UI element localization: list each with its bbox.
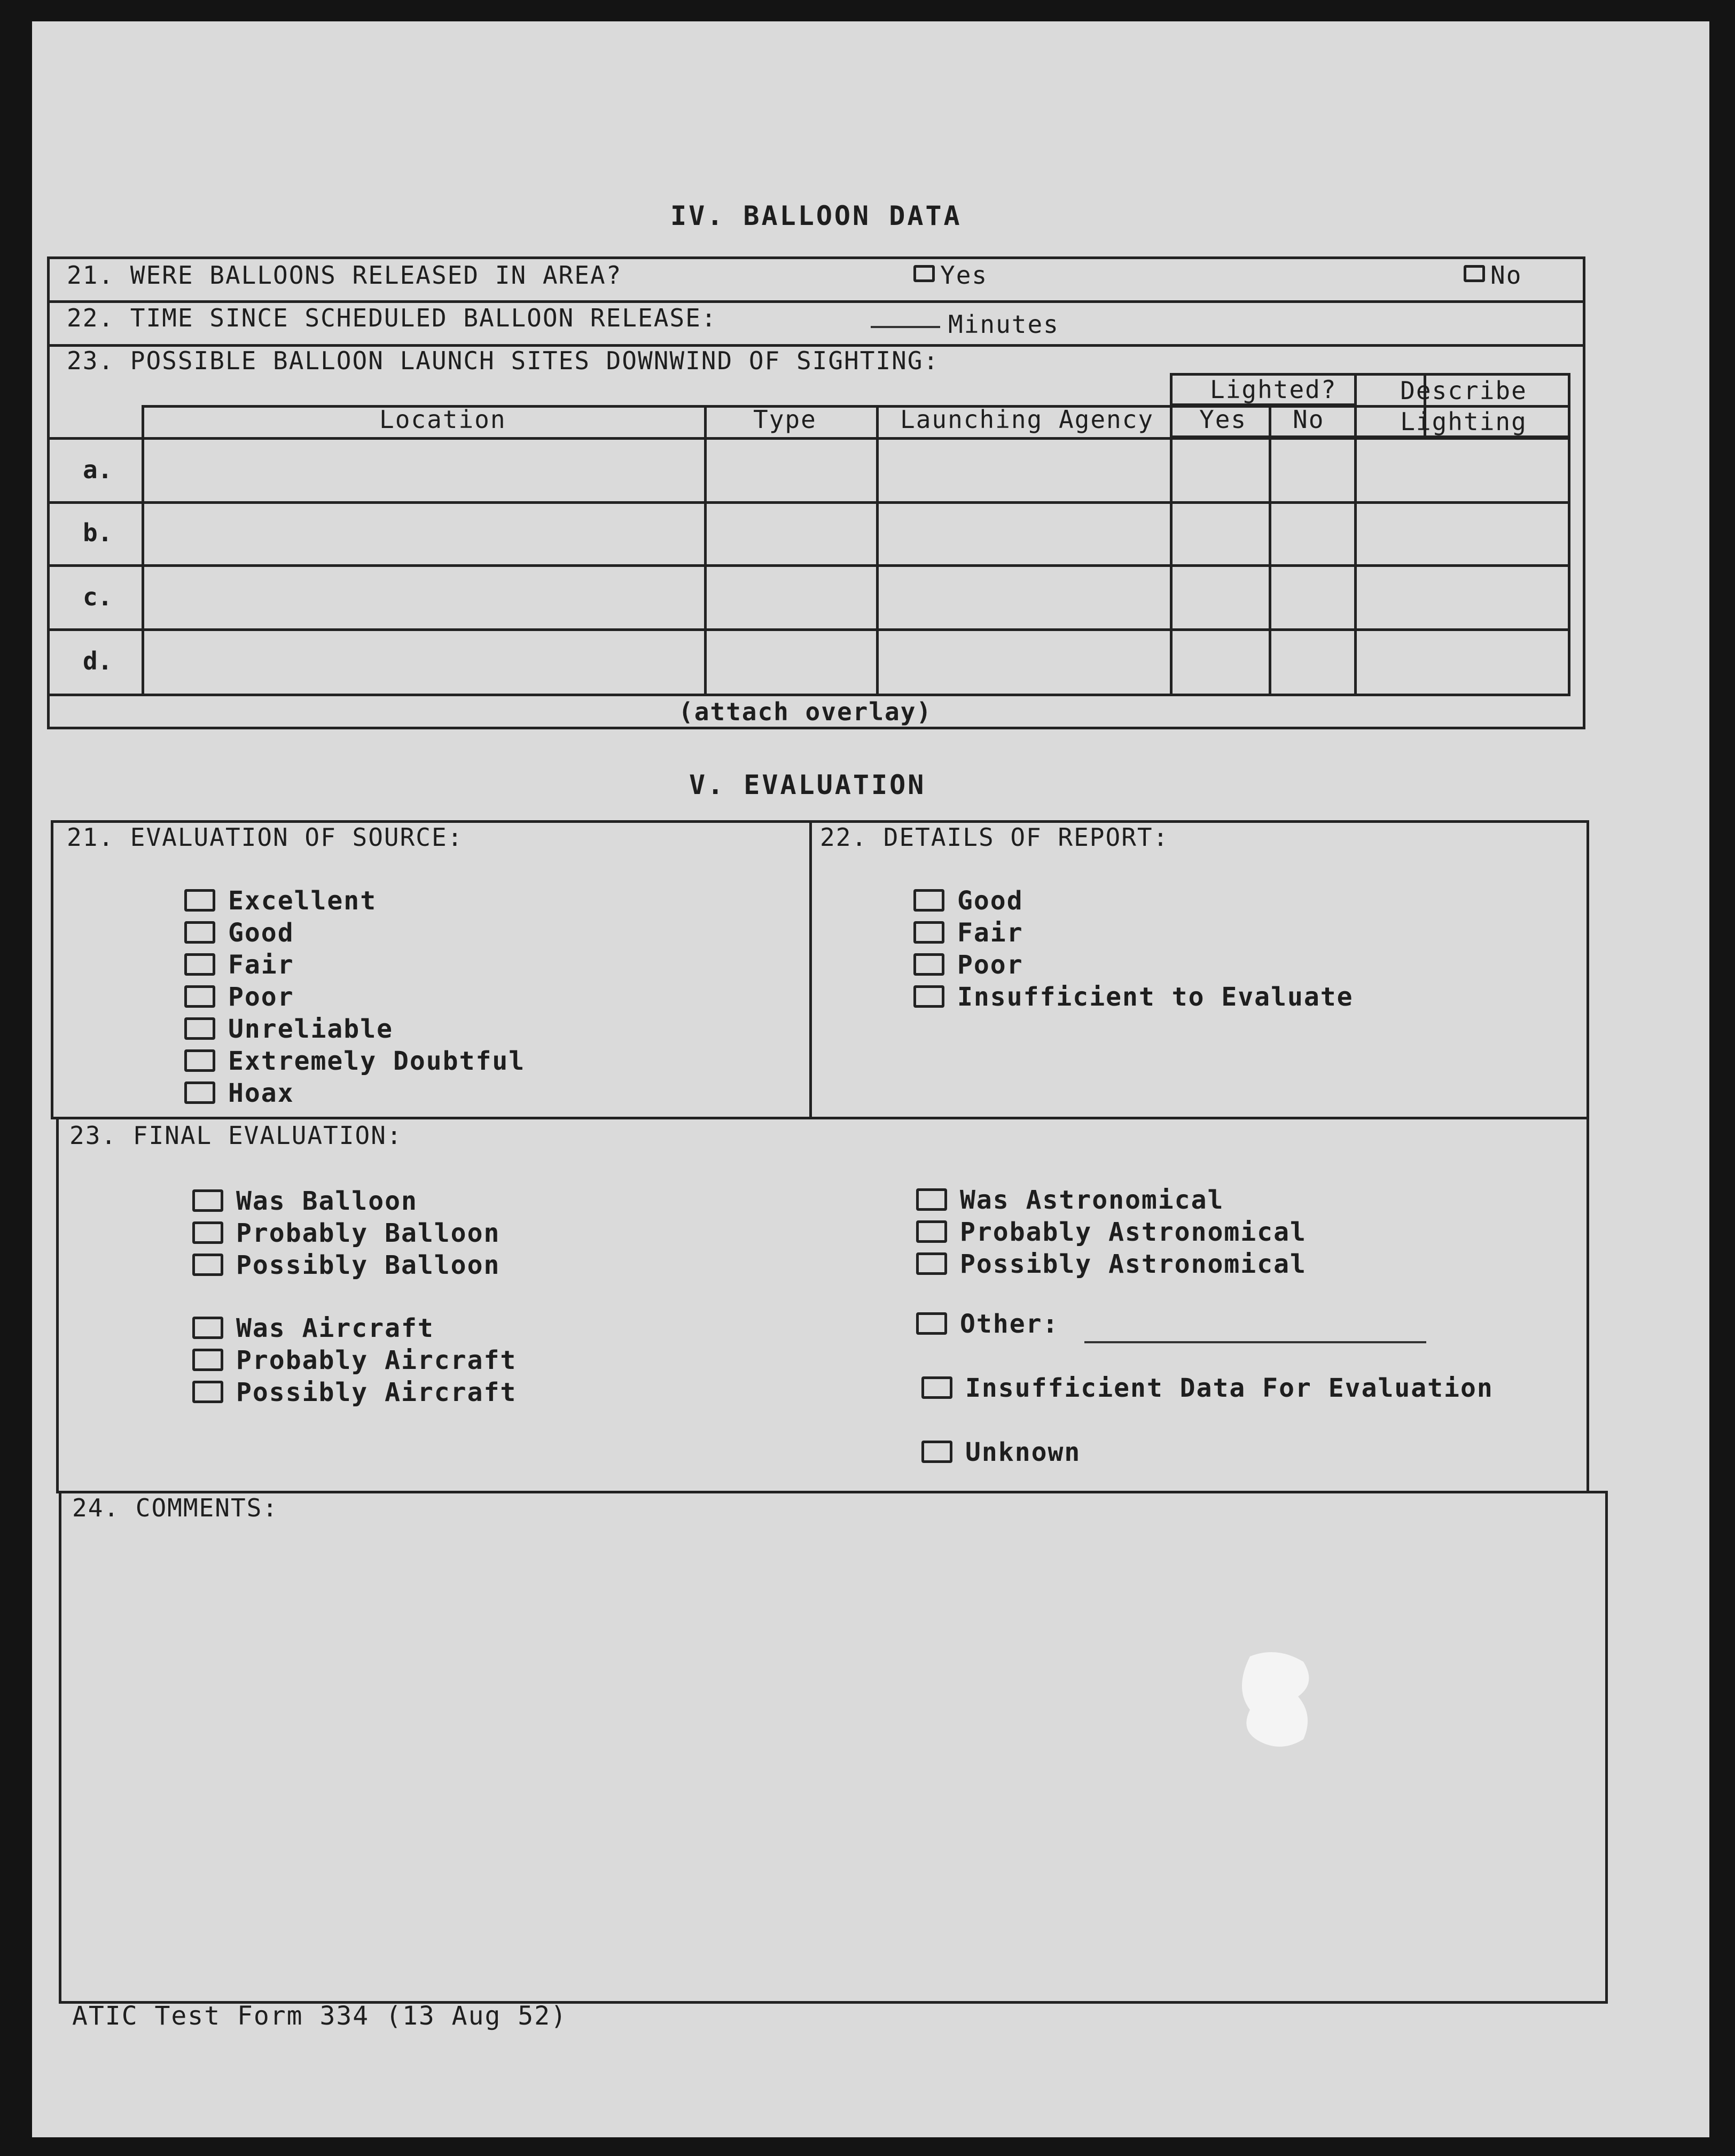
cell-location-d[interactable]: [144, 631, 702, 692]
cell-location-b[interactable]: [144, 504, 702, 563]
source-excellent-label: Excellent: [228, 886, 377, 916]
insufficient-data-label: Insufficient Data For Evaluation: [965, 1373, 1494, 1403]
source-fair-checkbox[interactable]: [184, 953, 215, 976]
q22-time-since-release-label: 22. TIME SINCE SCHEDULED BALLOON RELEASE:: [67, 303, 717, 332]
source-extremely-doubtful-label: Extremely Doubtful: [228, 1046, 526, 1076]
form-identifier: ATIC Test Form 334 (13 Aug 52): [72, 2001, 567, 2031]
cell-location-c[interactable]: [144, 567, 702, 627]
v-q24-comments-label: 24. COMMENTS:: [72, 1493, 279, 1522]
q21-no-label: No: [1490, 261, 1522, 290]
col-header-lighted-no: No: [1293, 405, 1325, 434]
divider-q21: [47, 300, 1585, 303]
source-poor-label: Poor: [228, 982, 294, 1012]
col-line-no: [1269, 405, 1271, 696]
source-good-checkbox[interactable]: [184, 921, 215, 944]
probably-aircraft-checkbox[interactable]: [192, 1349, 223, 1371]
was-aircraft-label: Was Aircraft: [236, 1313, 434, 1343]
possibly-astronomical-label: Possibly Astronomical: [960, 1249, 1307, 1279]
other-label: Other:: [960, 1309, 1059, 1339]
v-q22-details-of-report-label: 22. DETAILS OF REPORT:: [820, 823, 1169, 852]
unknown-checkbox[interactable]: [921, 1441, 952, 1463]
source-poor-checkbox[interactable]: [184, 985, 215, 1008]
row-label-a: a.: [83, 455, 113, 484]
v-q23-final-evaluation-label: 23. FINAL EVALUATION:: [69, 1121, 403, 1150]
probably-balloon-label: Probably Balloon: [236, 1218, 501, 1248]
was-balloon-checkbox[interactable]: [192, 1189, 223, 1212]
comments-text-area[interactable]: [64, 1528, 1603, 1998]
source-unreliable-label: Unreliable: [228, 1014, 393, 1044]
row-label-d: d.: [83, 647, 113, 675]
v-q21-evaluation-of-source-label: 21. EVALUATION OF SOURCE:: [67, 823, 464, 852]
col-line-describe: [1354, 405, 1357, 696]
source-hoax-label: Hoax: [228, 1078, 294, 1108]
q23-launch-sites-label: 23. POSSIBLE BALLOON LAUNCH SITES DOWNWIND OF SIGHTING:: [67, 346, 940, 375]
probably-astronomical-checkbox[interactable]: [916, 1220, 947, 1243]
was-astronomical-checkbox[interactable]: [916, 1188, 947, 1211]
other-checkbox[interactable]: [916, 1312, 947, 1335]
was-astronomical-label: Was Astronomical: [960, 1185, 1224, 1215]
q21-yes-checkbox[interactable]: [913, 265, 935, 282]
col-header-type: Type: [753, 405, 817, 434]
details-poor-label: Poor: [957, 950, 1023, 980]
possibly-aircraft-checkbox[interactable]: [192, 1381, 223, 1403]
details-insufficient-checkbox[interactable]: [913, 985, 944, 1008]
col-line-yes: [1170, 405, 1173, 696]
probably-aircraft-label: Probably Aircraft: [236, 1345, 517, 1375]
source-extremely-doubtful-checkbox[interactable]: [184, 1049, 215, 1072]
details-poor-checkbox[interactable]: [913, 953, 944, 976]
probably-balloon-checkbox[interactable]: [192, 1221, 223, 1244]
row-line-d: [47, 694, 1570, 696]
other-text-field[interactable]: [1084, 1341, 1426, 1343]
insufficient-data-checkbox[interactable]: [921, 1376, 952, 1399]
row-label-c: c.: [83, 582, 113, 611]
details-insufficient-label: Insufficient to Evaluate: [957, 982, 1354, 1012]
final-evaluation-frame: [56, 1117, 1589, 1493]
q21-no-checkbox[interactable]: [1464, 265, 1485, 282]
q21-yes-label: Yes: [940, 261, 988, 290]
evaluation-mid-divider: [809, 820, 812, 1119]
q22-minutes-unit: Minutes: [948, 310, 1059, 339]
source-hoax-checkbox[interactable]: [184, 1081, 215, 1104]
row-label-b: b.: [83, 518, 113, 547]
cell-location-a[interactable]: [144, 440, 702, 500]
form-paper: [32, 21, 1709, 2137]
details-fair-checkbox[interactable]: [913, 921, 944, 944]
col-line-agency: [876, 405, 879, 696]
col-header-location: Location: [379, 405, 506, 434]
punch-hole-mark: [1229, 1646, 1319, 1753]
details-fair-label: Fair: [957, 918, 1023, 948]
col-header-describe-lighting: Describe Lighting: [1400, 376, 1527, 436]
source-fair-label: Fair: [228, 950, 294, 980]
was-balloon-label: Was Balloon: [236, 1186, 418, 1216]
col-header-lighted-yes: Yes: [1199, 405, 1247, 434]
possibly-balloon-checkbox[interactable]: [192, 1254, 223, 1276]
section-iv-title: IV. BALLOON DATA: [670, 200, 962, 231]
col-line-type: [704, 405, 707, 696]
col-header-lighted: Lighted?: [1210, 375, 1337, 404]
col-header-launching-agency: Launching Agency: [900, 405, 1154, 434]
source-excellent-checkbox[interactable]: [184, 889, 215, 912]
possibly-aircraft-label: Possibly Aircraft: [236, 1377, 517, 1407]
unknown-label: Unknown: [965, 1437, 1081, 1467]
attach-overlay-note: (attach overlay): [678, 697, 933, 726]
possibly-astronomical-checkbox[interactable]: [916, 1252, 947, 1275]
source-unreliable-checkbox[interactable]: [184, 1017, 215, 1040]
q21-balloons-released-label: 21. WERE BALLOONS RELEASED IN AREA?: [67, 261, 622, 290]
section-v-title: V. EVALUATION: [689, 769, 926, 800]
source-good-label: Good: [228, 918, 294, 948]
q22-minutes-field[interactable]: [871, 326, 940, 328]
details-good-checkbox[interactable]: [913, 889, 944, 912]
was-aircraft-checkbox[interactable]: [192, 1317, 223, 1339]
details-good-label: Good: [957, 886, 1023, 916]
possibly-balloon-label: Possibly Balloon: [236, 1250, 501, 1280]
probably-astronomical-label: Probably Astronomical: [960, 1217, 1307, 1247]
